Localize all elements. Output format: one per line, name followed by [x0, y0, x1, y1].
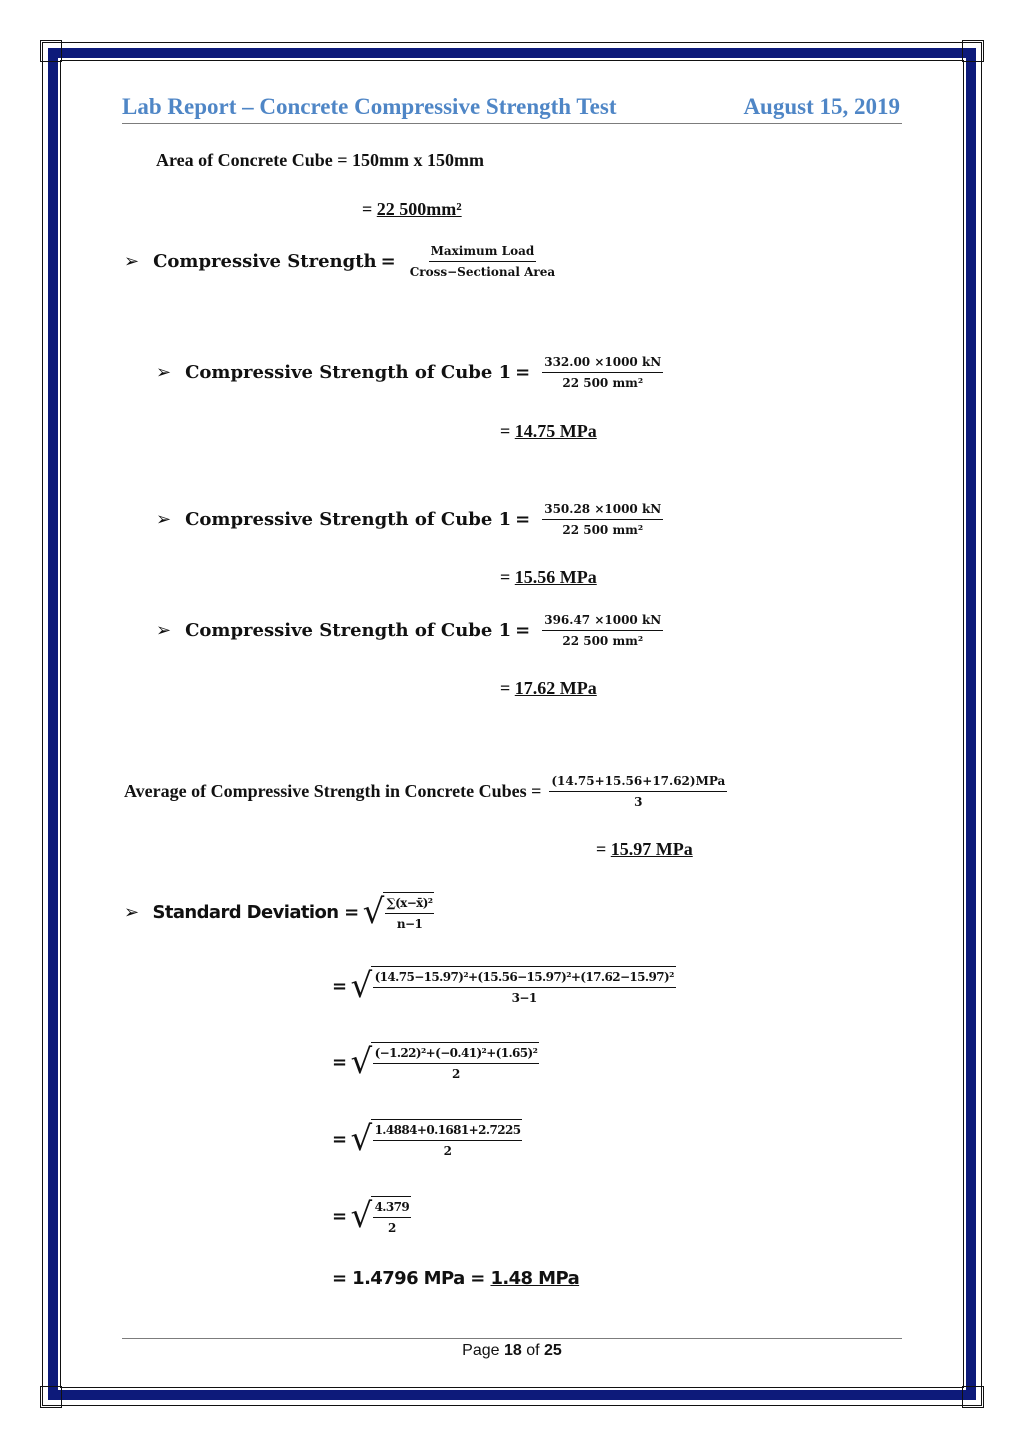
sqrt-symbol — [363, 892, 435, 932]
cube-numerator: 396.47 ×1000 kN — [542, 613, 663, 631]
stddev-step-numerator: (14.75−15.97)²+(15.56−15.97)²+(17.62−15.97)² — [373, 970, 676, 988]
stddev-step-eq: = — [332, 1128, 347, 1150]
sqrt-symbol — [350, 1119, 522, 1159]
average-label: Average of Compressive Strength in Concrete Cubes = — [124, 781, 542, 801]
cube-eq: = — [515, 620, 531, 641]
cube-eq: = — [515, 509, 531, 530]
cube-line — [156, 355, 663, 390]
cube-numerator: 332.00 ×1000 kN — [542, 355, 663, 373]
average-fraction — [549, 774, 727, 809]
stddev-step-denominator: 2 — [387, 1221, 396, 1235]
cube-result-line — [500, 421, 597, 442]
corner-ornament-bottom-right — [962, 1386, 984, 1408]
area-result: 22 500mm² — [376, 199, 462, 219]
radical-icon: √ — [350, 1119, 372, 1159]
stddev-step-fraction — [373, 1046, 540, 1082]
cube-result-prefix: = — [500, 567, 515, 587]
formula-fraction — [408, 244, 557, 279]
cube-result-prefix: = — [500, 421, 515, 441]
cube-result: 15.56 MPa — [514, 567, 597, 587]
stddev-step-fraction — [373, 970, 676, 1006]
radical-icon: √ — [362, 892, 384, 932]
stddev-final-prefix: = 1.4796 MPa = — [332, 1268, 491, 1289]
corner-ornament-bottom-left — [40, 1386, 62, 1408]
arrow-bullet-icon: ➢ — [156, 509, 172, 530]
radical-icon: √ — [350, 966, 372, 1006]
cube-result-line — [500, 678, 597, 699]
sqrt-symbol — [350, 1196, 411, 1236]
stddev-step — [332, 966, 676, 1006]
area-label: Area of Concrete Cube = 150mm x 150mm — [156, 150, 485, 170]
stddev-step-denominator: 2 — [443, 1144, 452, 1158]
radical-icon: √ — [350, 1196, 372, 1236]
radical-icon: √ — [350, 1042, 372, 1082]
corner-ornament-top-left — [40, 40, 62, 62]
stddev-step-denominator: 3−1 — [511, 991, 537, 1005]
area-result-line — [362, 199, 462, 220]
stddev-step-denominator: 2 — [452, 1067, 460, 1081]
average-result-prefix: = — [596, 839, 611, 859]
arrow-bullet-icon: ➢ — [124, 251, 140, 272]
page-number — [0, 1342, 1024, 1360]
stddev-step-fraction — [373, 1200, 412, 1236]
stddev-fraction — [385, 896, 435, 932]
stddev-step-eq: = — [332, 1051, 347, 1073]
stddev-final-line — [332, 1268, 579, 1289]
header-divider — [122, 123, 902, 124]
average-denominator: 3 — [634, 795, 643, 809]
stddev-step — [332, 1119, 522, 1159]
stddev-label: Standard Deviation = — [152, 901, 359, 923]
average-line — [124, 774, 727, 809]
formula-denominator: Cross−Sectional Area — [409, 265, 556, 279]
cube-denominator: 22 500 mm² — [562, 376, 644, 390]
footer-divider — [122, 1338, 902, 1339]
arrow-bullet-icon: ➢ — [156, 620, 172, 641]
stddev-step-numerator: 1.4884+0.1681+2.7225 — [373, 1123, 523, 1141]
cube-result: 17.62 MPa — [514, 678, 597, 698]
stddev-step — [332, 1196, 411, 1236]
formula-numerator: Maximum Load — [429, 244, 537, 262]
cube-line — [156, 613, 663, 648]
cube-label: Compressive Strength of Cube 1 — [185, 509, 512, 530]
area-result-prefix: = — [362, 199, 377, 219]
stddev-step-numerator: 4.379 — [373, 1200, 412, 1218]
stddev-step — [332, 1042, 539, 1082]
stddev-step-numerator: (−1.22)²+(−0.41)²+(1.65)² — [373, 1046, 540, 1064]
page-total: 25 — [544, 1342, 562, 1359]
stddev-step-eq: = — [332, 1205, 347, 1227]
stddev-formula-numerator: ∑(x−x̄)² — [385, 896, 435, 914]
cube-result-line — [500, 567, 597, 588]
cube-fraction — [542, 355, 663, 390]
page-word: Page — [462, 1342, 500, 1359]
stddev-line — [124, 892, 434, 932]
cube-eq: = — [515, 362, 531, 383]
arrow-bullet-icon: ➢ — [124, 901, 139, 923]
cube-label: Compressive Strength of Cube 1 — [185, 620, 512, 641]
arrow-bullet-icon: ➢ — [156, 362, 172, 383]
cube-denominator: 22 500 mm² — [562, 523, 644, 537]
report-title: Lab Report – Concrete Compressive Strength Test — [122, 94, 617, 119]
sqrt-symbol — [350, 966, 675, 1006]
cube-result: 14.75 MPa — [514, 421, 597, 441]
report-date: August 15, 2019 — [743, 94, 900, 119]
average-numerator: (14.75+15.56+17.62)MPa — [549, 774, 727, 792]
sqrt-symbol — [350, 1042, 539, 1082]
page-current: 18 — [503, 1342, 522, 1359]
cube-numerator: 350.28 ×1000 kN — [542, 502, 663, 520]
cube-fraction — [542, 502, 663, 537]
cube-result-prefix: = — [500, 678, 515, 698]
of-word: of — [526, 1342, 540, 1359]
stddev-step-eq: = — [332, 975, 347, 997]
stddev-formula-denominator: n−1 — [396, 917, 423, 931]
cube-line — [156, 502, 663, 537]
stddev-step-fraction — [373, 1123, 523, 1159]
formula-line — [124, 244, 557, 279]
average-result: 15.97 MPa — [610, 839, 693, 859]
cube-denominator: 22 500 mm² — [562, 634, 644, 648]
formula-eq: = — [380, 251, 396, 272]
cube-label: Compressive Strength of Cube 1 — [185, 362, 512, 383]
stddev-final: 1.48 MPa — [490, 1268, 580, 1289]
formula-label: Compressive Strength — [153, 251, 377, 272]
corner-ornament-top-right — [962, 40, 984, 62]
cube-fraction — [542, 613, 663, 648]
average-result-line — [596, 839, 693, 860]
